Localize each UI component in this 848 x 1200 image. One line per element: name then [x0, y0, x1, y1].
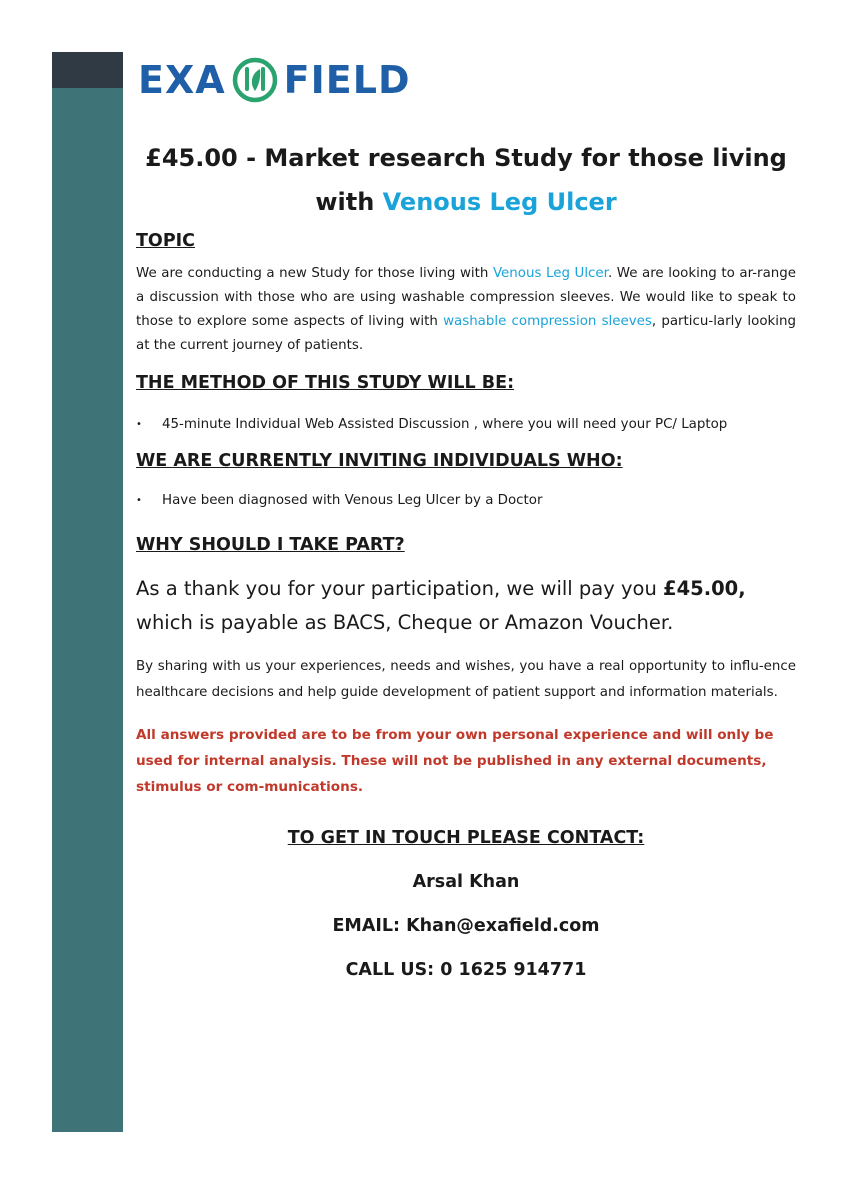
- thank-you-paragraph: [136, 572, 796, 640]
- list-item: • 45-minute Individual Web Assisted Discussion , where you will need your PC/ Laptop: [136, 414, 796, 436]
- side-accent-bar-top: [52, 52, 123, 88]
- page-title: [136, 136, 796, 224]
- method-list: [136, 414, 796, 436]
- topic-heading: TOPIC: [136, 231, 195, 251]
- title-line-2: [136, 180, 796, 224]
- side-accent-bar: [52, 52, 123, 1132]
- thank-you-text-2: which is payable as BACS, Cheque or Amazon Voucher.: [136, 611, 674, 634]
- contact-heading: TO GET IN TOUCH PLEASE CONTACT:: [287, 828, 645, 848]
- contact-email: EMAIL: Khan@exafield.com: [332, 916, 600, 936]
- method-heading: THE METHOD OF THIS STUDY WILL BE:: [136, 373, 515, 393]
- contact-phone: CALL US: 0 1625 914771: [345, 960, 587, 980]
- sharing-paragraph: By sharing with us your experiences, needs and wishes, you have a real opportunity to influ-ence healthcare decisions and help guide development of patient support and information materials.: [136, 659, 796, 700]
- title-condition: Venous Leg Ulcer: [382, 188, 617, 216]
- contact-name: Arsal Khan: [412, 872, 520, 892]
- disclaimer-text: All answers provided are to be from your own personal experience and will only be used for internal analysis. These will not be published in any external documents, stimulus or com-munications.: [136, 727, 774, 795]
- list-item: • Have been diagnosed with Venous Leg Ulcer by a Doctor: [136, 490, 796, 512]
- topic-condition-highlight: Venous Leg Ulcer: [492, 266, 608, 281]
- title-prefix: with: [315, 188, 383, 216]
- logo-text-left: EXA: [138, 58, 226, 102]
- inviting-list: [136, 490, 796, 512]
- thank-you-text-1: As a thank you for your participation, we will pay you: [136, 577, 663, 600]
- topic-text-1: We are conducting a new Study for those living with: [136, 266, 493, 281]
- topic-text-3: , particu-larly looking at the current journey of patients.: [136, 314, 797, 353]
- why-heading: WHY SHOULD I TAKE PART?: [136, 535, 405, 555]
- leaf-circle-icon: [232, 57, 278, 103]
- title-line-1: £45.00 - Market research Study for those living: [145, 144, 787, 172]
- flyer-content: [136, 136, 796, 980]
- topic-paragraph: [136, 262, 796, 358]
- logo-text-right: FIELD: [283, 58, 411, 102]
- topic-sleeves-highlight: washable compression sleeves: [443, 314, 652, 329]
- topic-text-2: . We are looking to ar-range a discussion with those who are using washable compression sleeves. We would like to speak to those to explore some aspects of living with: [136, 266, 796, 329]
- inviting-heading: WE ARE CURRENTLY INVITING INDIVIDUALS WHO:: [136, 451, 623, 471]
- payment-amount: £45.00,: [663, 577, 746, 600]
- exafield-logo: [138, 56, 410, 104]
